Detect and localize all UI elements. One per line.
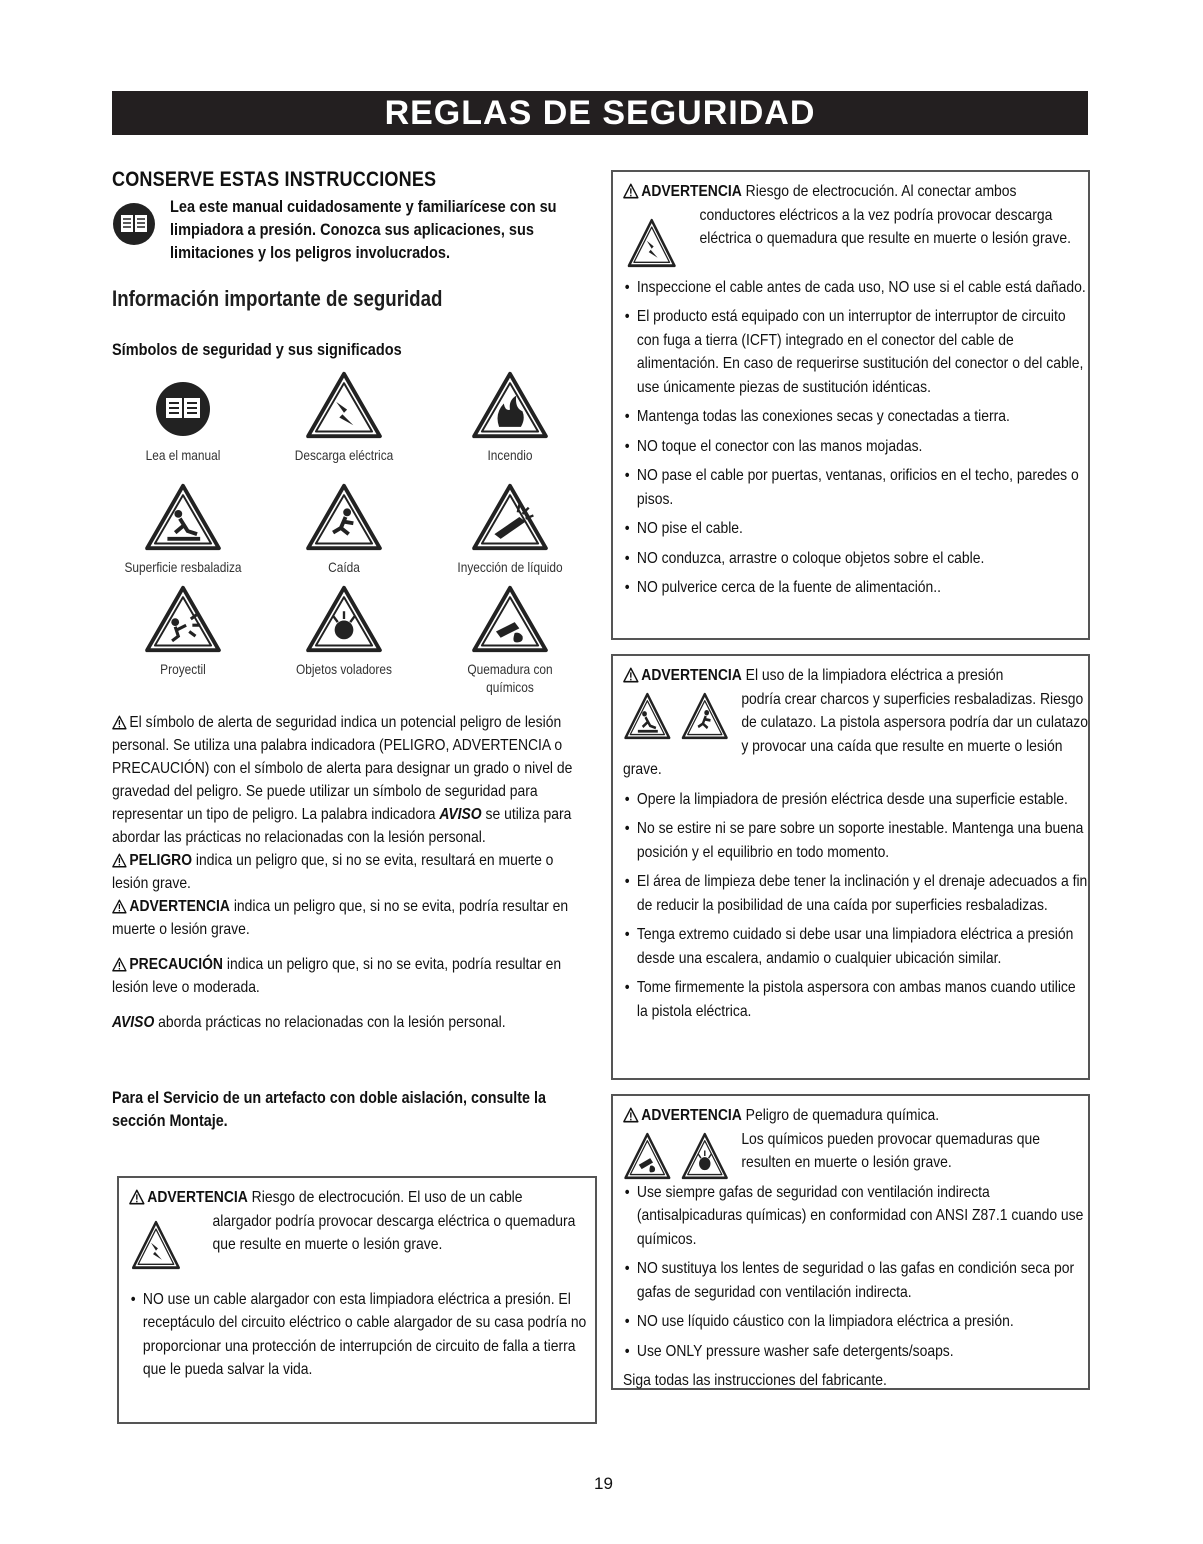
list-item: • NO toque el conector con las manos mojadas. [623, 435, 1088, 459]
warning-box-extension-cord [117, 1176, 597, 1424]
chemical-burn-icon [471, 584, 549, 654]
symbol-label: Objetos voladores [296, 661, 392, 677]
symbol-label: Quemadura con químicos [467, 661, 553, 695]
alert-icon [112, 853, 127, 868]
warning-body: alargador podría provocar descarga eléctrica o quemadura que resulte en muerte o lesión grave. [129, 1210, 599, 1274]
warning-list [623, 788, 1088, 1024]
symbol-projectile [103, 584, 263, 678]
electric-shock-icon [626, 218, 676, 268]
chemical-burn-icon [623, 1132, 672, 1180]
warning-box-chemical [611, 1094, 1090, 1390]
list-item: • NO use un cable alargador con esta limpiadora eléctrica a presión. El receptáculo del circuito eléctrico o cable alargador de su casa podría no proporcionar una protección de interrupción de circuito de falla a tierra que le pueda salvar la vida. [129, 1288, 599, 1382]
warning-content [623, 664, 1088, 1023]
warning-content [623, 180, 1088, 600]
symbol-label: Caída [328, 559, 360, 575]
warning-list [623, 276, 1088, 600]
alert-icon [623, 183, 639, 199]
alert-icon [129, 1189, 145, 1205]
service-note: Para el Servicio de un artefacto con doble aislación, consulte la sección Montaje. [112, 1089, 546, 1130]
warning-box-slippery [611, 654, 1090, 1080]
slippery-surface-icon [623, 692, 672, 740]
symbol-fall [264, 482, 424, 576]
manufacturer-note: Siga todas las instrucciones del fabricante. [623, 1372, 887, 1389]
list-item: • El área de limpieza debe tener la inclinación y el drenaje adecuados a fin de reducir la posibilidad de una caída por superficies resbaladizas. [623, 870, 1088, 917]
aviso-definition: AVISO aborda prácticas no relacionadas con la lesión personal. [112, 1014, 506, 1031]
electric-shock-icon [131, 1220, 181, 1270]
fall-icon [305, 482, 383, 552]
warning-content [623, 1104, 1088, 1393]
flying-objects-icon [305, 584, 383, 654]
symbol-label: Inyección de líquido [457, 559, 563, 575]
book-icon [112, 202, 156, 246]
electric-shock-icon [305, 370, 383, 440]
list-item: • Use ONLY pressure washer safe detergents/soaps. [623, 1340, 1088, 1364]
symbol-liquid-injection [430, 482, 590, 576]
alert-icon [112, 899, 127, 914]
alert-paragraph: El símbolo de alerta de seguridad indica un potencial peligro de lesión personal. Se utiliza una palabra indicadora (PELIGRO, ADVERTENCIA o PRECAUCIÓN) con el símbolo de alerta para designar un grado o nivel de gravedad del peligro. Se puede utilizar un símbolo de seguridad para representar un tipo de peligro. La palabra indicadora AVISO se utiliza para abordar las prácticas no relacionadas con la lesión personal. [112, 714, 573, 846]
symbol-fire [430, 370, 590, 464]
page-number: 19 [594, 1474, 613, 1493]
warning-body: Los químicos pueden provocar quemaduras que resulten en muerte o lesión grave. [623, 1128, 1088, 1175]
alert-icon [623, 1107, 639, 1123]
list-item: • Use siempre gafas de seguridad con ventilación indirecta (antisalpicaduras químicas) en conformidad con ANSI Z87.1 cuando use químicos. [623, 1181, 1088, 1252]
warning-list [623, 1181, 1088, 1364]
warning-list [129, 1288, 599, 1382]
symbol-label: Descarga eléctrica [294, 447, 394, 463]
list-item: • Mantenga todas las conexiones secas y conectadas a tierra. [623, 405, 1088, 429]
page-banner: REGLAS DE SEGURIDAD [112, 91, 1088, 135]
alert-icon [112, 957, 127, 972]
warning-header: ADVERTENCIA El uso de la limpiadora eléctrica a presión [623, 664, 1088, 688]
fall-icon [680, 692, 729, 740]
info-heading: Información importante de seguridad [112, 286, 443, 311]
list-item: • El producto está equipado con un interruptor de interruptor de circuito con fuga a tierra (ICFT) integrado en el conector del cable de alimentación. En caso de requerirse sustitución del conector o del cable, use únicamente piezas de sustitución idénticas. [623, 305, 1088, 399]
read-manual-text: Lea este manual cuidadosamente y familiarícese con su limpiadora a presión. Conozca sus aplicaciones, sus limitaciones y los peligros involucrados. [170, 198, 557, 262]
list-item: • Tome firmemente la pistola aspersora con ambas manos cuando utilice la pistola eléctrica. [623, 976, 1088, 1023]
list-item: • NO pase el cable por puertas, ventanas, orificios en el techo, paredes o pisos. [623, 464, 1088, 511]
list-item: • Tenga extremo cuidado si debe usar una limpiadora eléctrica a presión desde una escalera, andamio o cualquier ubicación similar. [623, 923, 1088, 970]
symbol-label: Incendio [487, 447, 533, 463]
warning-content [129, 1186, 599, 1382]
list-item: • No se estire ni se pare sobre un soporte inestable. Mantenga una buena posición y el equilibrio en todo momento. [623, 817, 1088, 864]
symbol-label: Superficie resbaladiza [124, 559, 242, 575]
signal-words-explanation [112, 711, 582, 1034]
list-item: • NO use líquido cáustico con la limpiadora eléctrica a presión. [623, 1310, 1088, 1334]
book-icon [151, 378, 215, 440]
warning-header: ADVERTENCIA Riesgo de electrocución. Al conectar ambos [623, 180, 1088, 204]
list-item: • Opere la limpiadora de presión eléctrica desde una superficie estable. [623, 788, 1088, 812]
list-item: • Inspeccione el cable antes de cada uso, NO use si el cable está dañado. [623, 276, 1088, 300]
warning-box-electrocution [611, 170, 1090, 640]
symbol-electric-shock [264, 370, 424, 464]
advertencia-definition: ADVERTENCIA indica un peligro que, si no se evita, podría resultar en muerte o lesión grave. [112, 898, 569, 938]
flying-objects-icon [680, 1132, 729, 1180]
symbol-flying-objects [264, 584, 424, 678]
warning-body: conductores eléctricos a la vez podría provocar descarga eléctrica o quemadura que resulte en muerte o lesión grave. [623, 204, 1088, 270]
conserve-heading: CONSERVE ESTAS INSTRUCCIONES [112, 168, 437, 191]
symbol-label: Lea el manual [145, 447, 221, 463]
liquid-injection-icon [471, 482, 549, 552]
warning-body: podría crear charcos y superficies resbaladizas. Riesgo de culatazo. La pistola aspersora podría dar un culatazo y provocar una caída que resulte en muerte o lesión grave. [623, 690, 1089, 778]
symbol-slippery [103, 482, 263, 576]
warning-header: ADVERTENCIA Peligro de quemadura química. [623, 1104, 1088, 1128]
projectile-icon [144, 584, 222, 654]
alert-icon [623, 667, 639, 683]
slippery-surface-icon [144, 482, 222, 552]
warning-header: ADVERTENCIA Riesgo de electrocución. El uso de un cable [129, 1186, 599, 1210]
peligro-definition: PELIGRO indica un peligro que, si no se evita, resultará en muerte o lesión grave. [112, 852, 554, 892]
list-item: • NO conduzca, arrastre o coloque objetos sobre el cable. [623, 547, 1088, 571]
precaucion-definition: PRECAUCIÓN indica un peligro que, si no se evita, podría resultar en lesión leve o moderada. [112, 956, 562, 996]
symbols-heading: Símbolos de seguridad y sus significados [112, 341, 402, 359]
alert-icon [112, 715, 127, 730]
list-item: • NO pulverice cerca de la fuente de alimentación.. [623, 576, 1088, 600]
list-item: • NO sustituya los lentes de seguridad o las gafas en condición seca por gafas de seguridad con ventilación indirecta. [623, 1257, 1088, 1304]
fire-icon [471, 370, 549, 440]
symbol-read-manual [103, 378, 263, 464]
symbol-label: Proyectil [160, 661, 206, 677]
symbol-chemical-burn [430, 584, 590, 696]
list-item: • NO pise el cable. [623, 517, 1088, 541]
